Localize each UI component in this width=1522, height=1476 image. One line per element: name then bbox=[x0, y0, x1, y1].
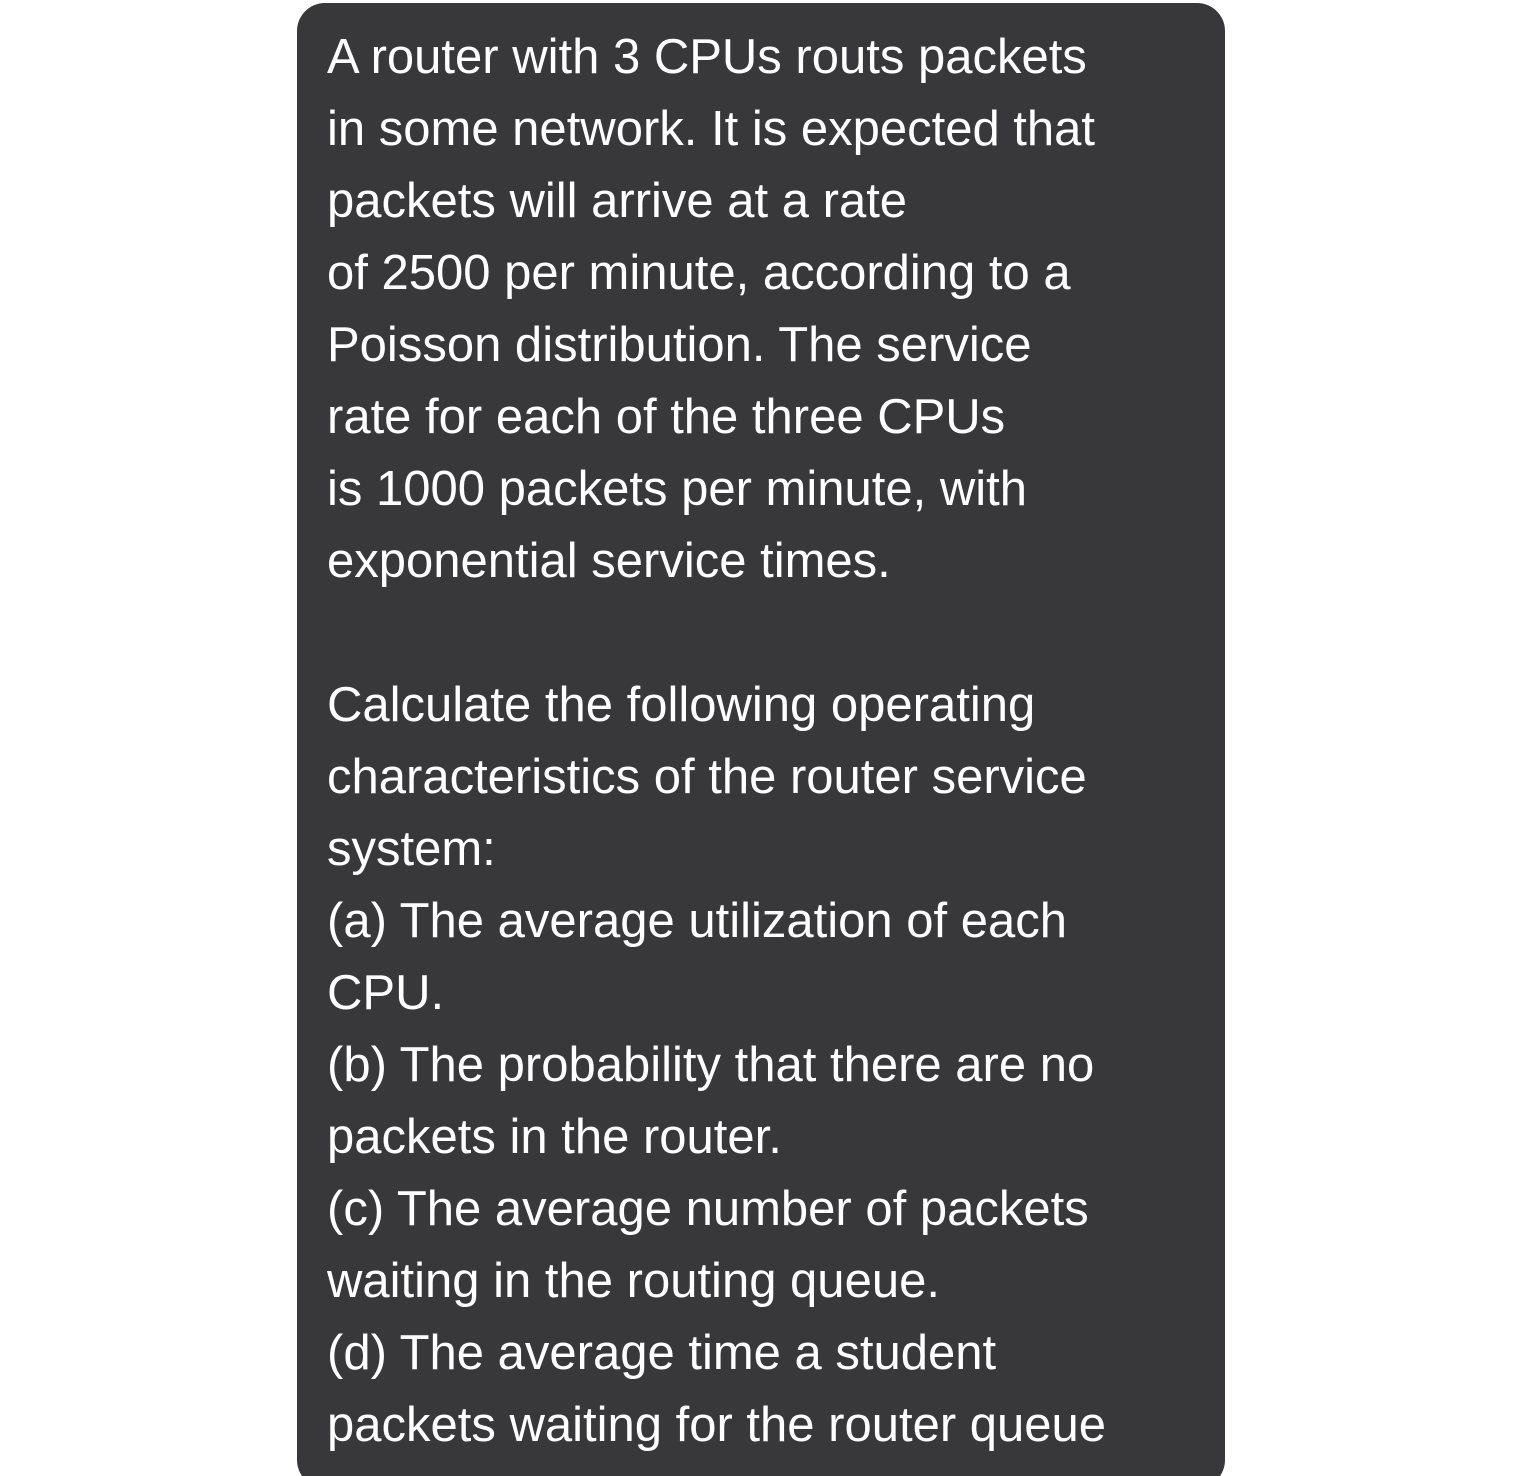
message-line: Poisson distribution. The service bbox=[327, 318, 1032, 372]
message-line: is 1000 packets per minute, with bbox=[327, 462, 1027, 516]
message-bubble[interactable] bbox=[297, 3, 1225, 1476]
message-line: in some network. It is expected that bbox=[327, 102, 1096, 156]
message-line: exponential service times. bbox=[327, 534, 891, 588]
question-b: (b) The probability that there are no bbox=[327, 1038, 1095, 1092]
message-line: characteristics of the router service bbox=[327, 750, 1087, 804]
question-b-continued: packets in the router. bbox=[327, 1110, 782, 1164]
question-a: (a) The average utilization of each bbox=[327, 894, 1067, 948]
message-line: Calculate the following operating bbox=[327, 678, 1036, 732]
question-c: (c) The average number of packets bbox=[327, 1182, 1089, 1236]
question-c-continued: waiting in the routing queue. bbox=[327, 1254, 940, 1308]
paragraph-spacer bbox=[327, 597, 1225, 669]
message-line: system: bbox=[327, 822, 496, 876]
question-a-continued: CPU. bbox=[327, 966, 445, 1020]
question-d-continued: packets waiting for the router queue bbox=[327, 1398, 1107, 1452]
question-d: (d) The average time a student bbox=[327, 1326, 997, 1380]
message-line: A router with 3 CPUs routs packets bbox=[327, 30, 1087, 84]
message-line: of 2500 per minute, according to a bbox=[327, 246, 1071, 300]
message-line: packets will arrive at a rate bbox=[327, 174, 908, 228]
message-line: rate for each of the three CPUs bbox=[327, 390, 1006, 444]
